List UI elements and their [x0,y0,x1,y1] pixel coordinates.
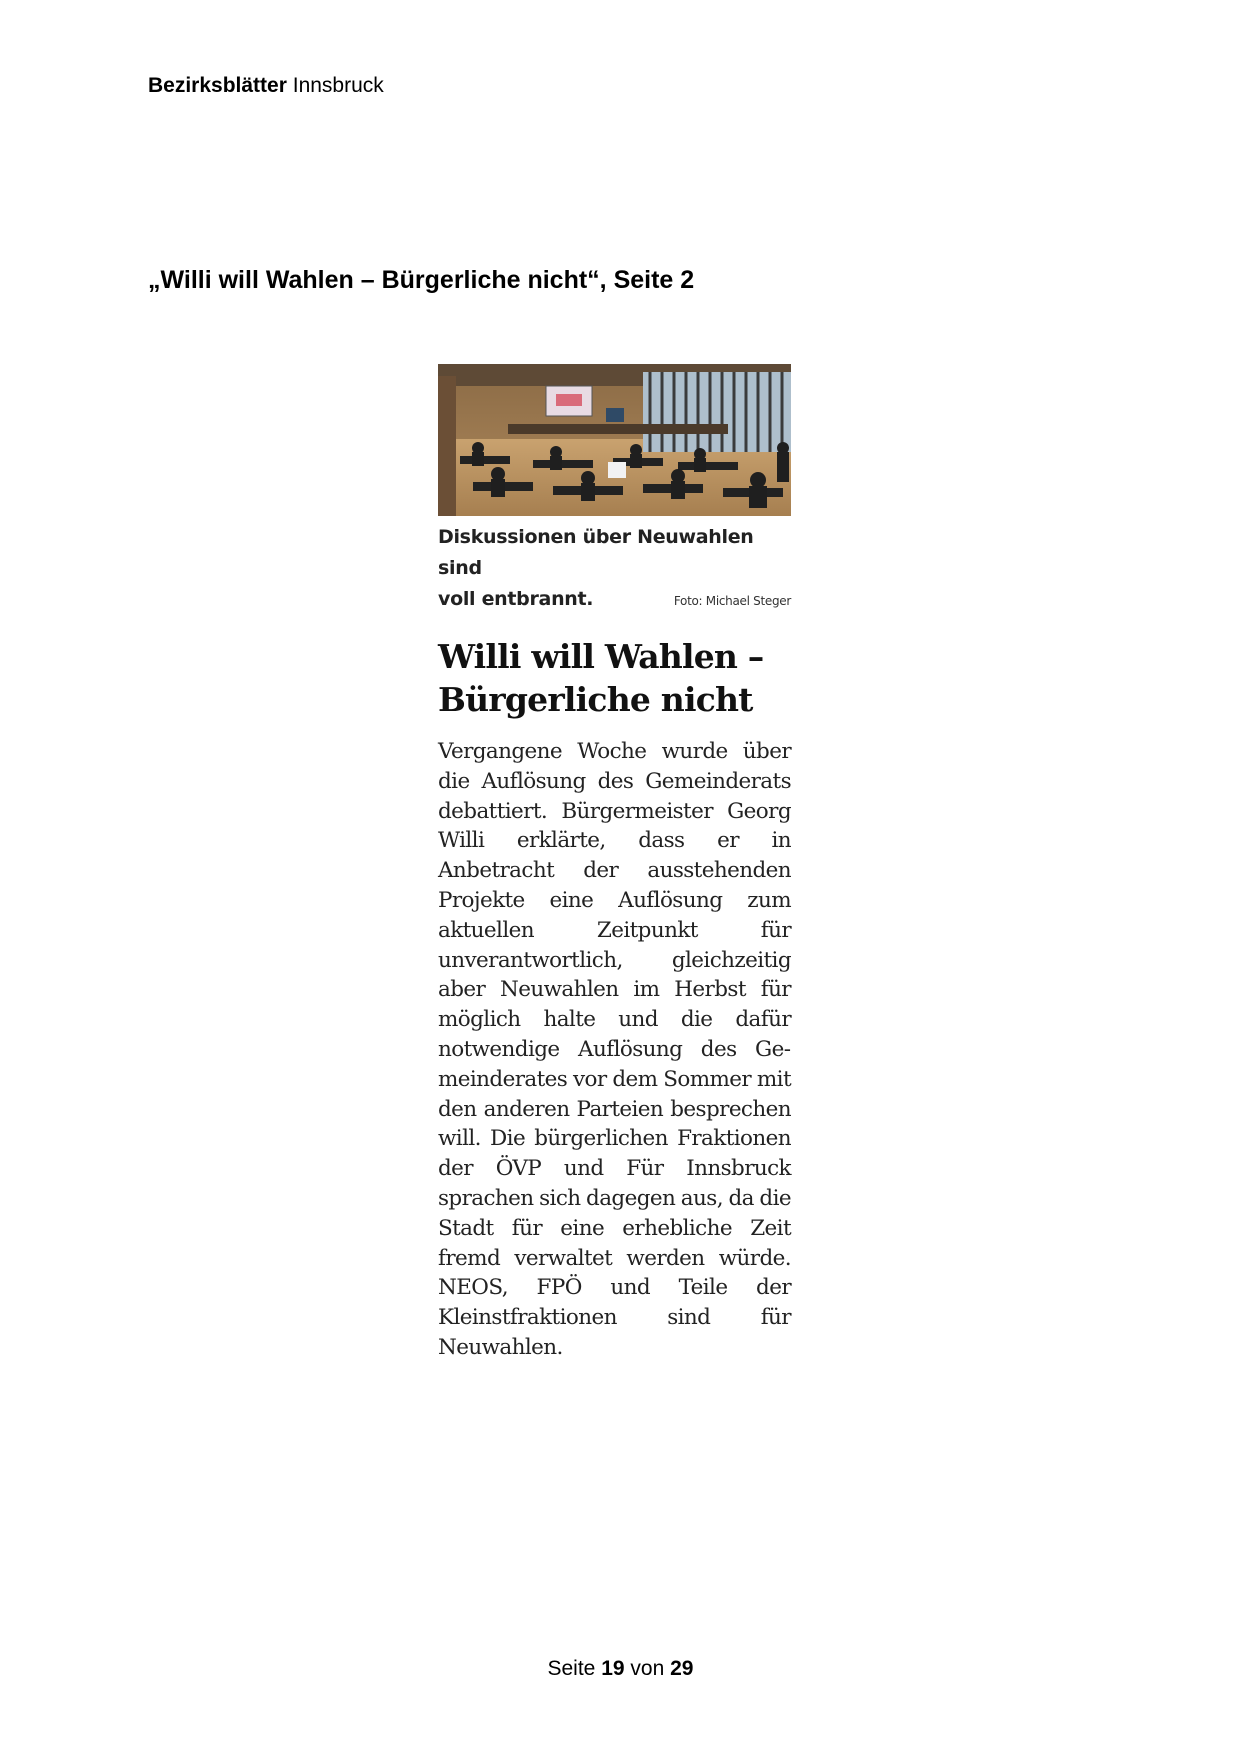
page-label: Seite [547,1657,596,1680]
publication-region: Innsbruck [292,74,384,97]
page-current: 19 [601,1657,625,1680]
photo-credit: Foto: Michael Steger [673,594,791,608]
caption-line-1: Diskussionen über Neuwahlen sind [438,526,754,579]
page-footer [0,1657,1241,1681]
publication-name: Bezirksblätter [148,74,287,97]
photo-caption [438,522,791,617]
page-of-label: von [630,1657,665,1680]
newspaper-clipping [438,364,791,1363]
article-headline: Willi will Wahlen – Bürgerliche nicht [438,637,764,719]
article-body: Vergangene Woche wurde über die Auflösung des Gemeinderats debattiert. Bürgermeister Georg Willi erklärte, dass er in Anbetracht der ausstehenden Projekte eine Auflösung zum aktuellen Zeitpunkt für unverantwortlich, gleichzeitig aber Neuwahlen im Herbst für möglich halte und die dafür notwendige Auflösung des Gemeinderates vor dem Sommer mit den anderen Parteien besprechen will. Die bürgerlichen Fraktionen der ÖVP und Für Innsbruck sprachen sich dagegen aus, da die Stadt für eine erhebliche Zeit fremd verwaltet werden würde. NEOS, FPÖ und Teile der Kleinstfraktionen sind für Neuwahlen. [438,739,791,1360]
council-meeting-photo [438,364,791,516]
caption-line-2: voll entbrannt. [438,588,594,610]
document-title: „Willi will Wahlen – Bürgerliche nicht“, Seite 2 [148,266,695,294]
page-header [148,74,384,98]
page-total: 29 [670,1657,694,1680]
